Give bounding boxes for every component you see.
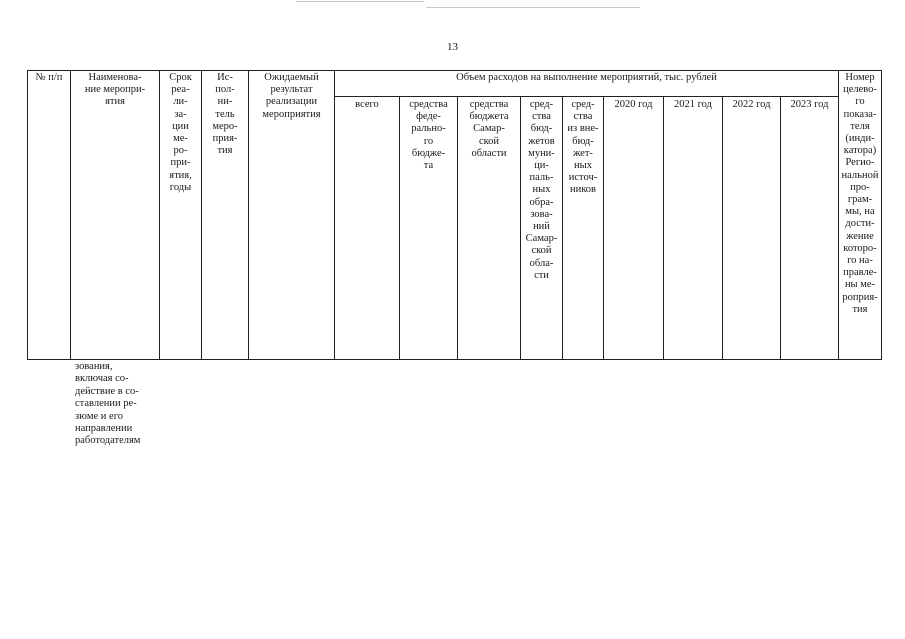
subheader-regional: средства бюджета Самар- ской области: [469, 99, 509, 159]
header-executor: Ис- пол- ни- тель меро- прия- тия: [212, 72, 238, 157]
header-num: № п/п: [35, 72, 63, 83]
subheader-year-2022: 2022 год: [732, 99, 771, 110]
table-bottom-border: [27, 359, 882, 360]
continuation-text: зования, включая со- действие в со- ставлении ре- зюме и его направлении работодателям: [75, 361, 141, 447]
subcol-border: [780, 96, 781, 360]
header-name: Наименова- ние меропри- ятия: [84, 72, 146, 108]
col-border: [334, 70, 335, 360]
subcol-border: [722, 96, 723, 360]
subheader-year-2023: 2023 год: [790, 99, 829, 110]
subcol-border: [603, 96, 604, 360]
subheader-total: всего: [355, 99, 379, 110]
table-top-border: [27, 70, 882, 71]
header-indicator: Номер целево- го показа- теля (инди- катора) Регио- нальной про- грам- мы, на дости- жение которо- го на- правле- ны ме- роприя- тия: [841, 72, 879, 315]
subheader-extrabudgetary: сред- ства из вне- бюд- жет- ных источ- ников: [567, 99, 599, 196]
subheader-federal: средства феде- рально- го бюдже- та: [409, 99, 448, 172]
expenses-subheader-border: [334, 96, 838, 97]
header-term: Срок реа- ли- за- ции ме- ро- при- ятия, годы: [169, 72, 192, 193]
header-result: Ожидаемый результат реализации мероприятия: [262, 72, 321, 120]
col-border: [70, 70, 71, 360]
col-border: [881, 70, 882, 360]
col-border: [27, 70, 28, 360]
page-number: 13: [447, 41, 458, 53]
subheader-municipal: сред- ства бюд- жетов муни- ци- паль- ных обра- зова- ний Самар- ской обла- сти: [525, 99, 558, 281]
subheader-year-2020: 2020 год: [614, 99, 653, 110]
subcol-border: [663, 96, 664, 360]
subheader-year-2021: 2021 год: [674, 99, 712, 110]
scan-artifact-line: [426, 7, 640, 8]
header-expenses: Объем расходов на выполнение мероприятий, тыс. рублей: [456, 72, 717, 83]
scan-artifact-line: [296, 1, 424, 2]
